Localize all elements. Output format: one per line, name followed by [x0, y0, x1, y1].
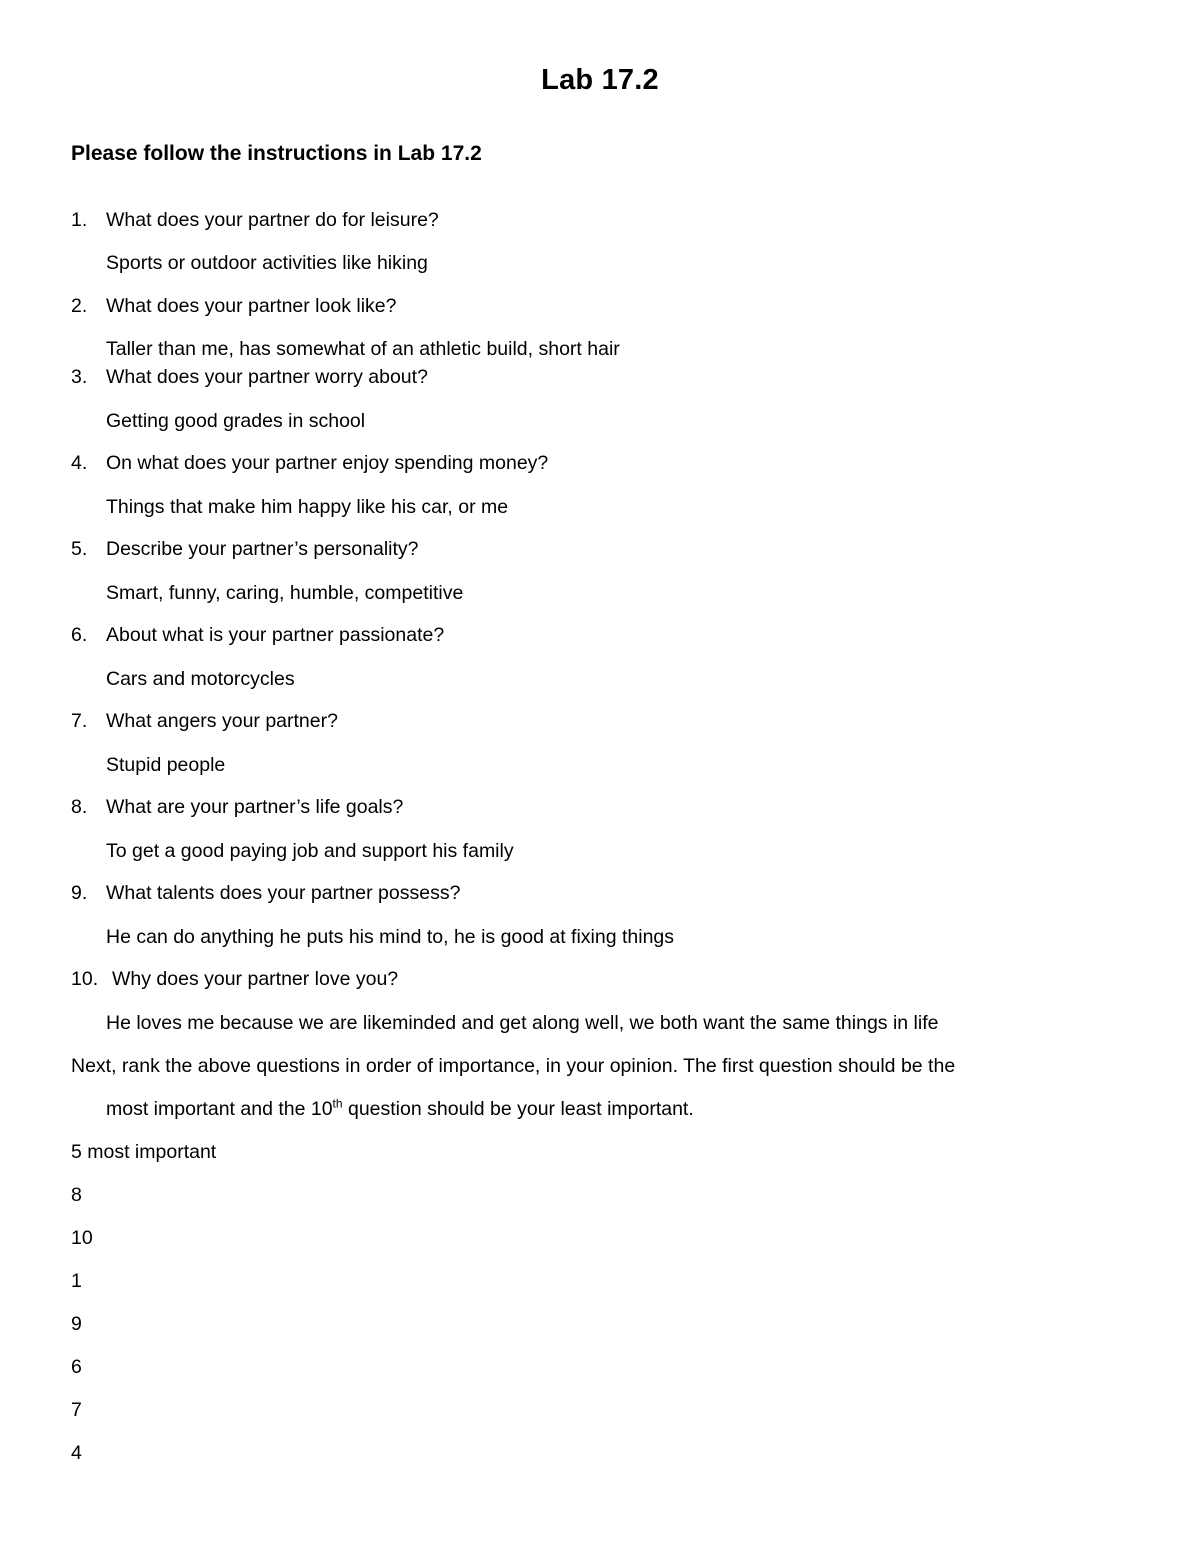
answer-text: He can do anything he puts his mind to, he is good at fixing things: [106, 926, 675, 948]
question-number: 9.: [71, 882, 88, 904]
question-text: On what does your partner enjoy spending money?: [106, 452, 549, 474]
document-title: Lab 17.2: [541, 64, 659, 96]
ranking-item: 10: [71, 1227, 93, 1249]
rank-instructions-line2: [106, 1098, 694, 1121]
question-number: 8.: [71, 796, 88, 818]
answer-text: He loves me because we are likeminded and get along well, we both want the same things in life: [106, 1012, 939, 1034]
ranking-item: 6: [71, 1356, 82, 1378]
rank-instructions-part-b: question should be your least important.: [342, 1098, 694, 1120]
ranking-item: 7: [71, 1399, 82, 1421]
answer-text: Taller than me, has somewhat of an athletic build, short hair: [106, 338, 620, 360]
ranking-item: 8: [71, 1184, 82, 1206]
question-text: What angers your partner?: [106, 710, 338, 732]
question-text: Describe your partner’s personality?: [106, 538, 419, 560]
answer-text: Sports or outdoor activities like hiking: [106, 252, 428, 274]
question-number: 4.: [71, 452, 88, 474]
question-text: About what is your partner passionate?: [106, 624, 445, 646]
answer-text: Smart, funny, caring, humble, competitive: [106, 582, 464, 604]
question-number: 7.: [71, 710, 88, 732]
question-text: What does your partner do for leisure?: [106, 209, 439, 231]
question-number: 6.: [71, 624, 88, 646]
rank-instructions-line1: Next, rank the above questions in order of importance, in your opinion. The first question should be the: [71, 1055, 956, 1077]
question-number: 5.: [71, 538, 88, 560]
question-text: What are your partner’s life goals?: [106, 796, 404, 818]
answer-text: Things that make him happy like his car, or me: [106, 496, 509, 518]
question-text: What talents does your partner possess?: [106, 882, 461, 904]
ranking-item: 1: [71, 1270, 82, 1292]
rank-instructions-part-a: most important and the 10: [106, 1098, 333, 1120]
instructions-heading: Please follow the instructions in Lab 17.2: [71, 142, 482, 165]
question-number: 10.: [71, 968, 99, 990]
question-number: 1.: [71, 209, 88, 231]
question-text: Why does your partner love you?: [112, 968, 399, 990]
answer-text: To get a good paying job and support his family: [106, 840, 514, 862]
ranking-item: 4: [71, 1442, 82, 1464]
answer-text: Stupid people: [106, 754, 226, 776]
ranking-item: 5 most important: [71, 1141, 217, 1163]
question-number: 2.: [71, 295, 88, 317]
answer-text: Getting good grades in school: [106, 410, 366, 432]
question-text: What does your partner worry about?: [106, 366, 428, 388]
answer-text: Cars and motorcycles: [106, 668, 295, 690]
question-text: What does your partner look like?: [106, 295, 397, 317]
question-number: 3.: [71, 366, 88, 388]
ranking-item: 9: [71, 1313, 82, 1335]
rank-instructions-superscript: th: [332, 1096, 343, 1111]
